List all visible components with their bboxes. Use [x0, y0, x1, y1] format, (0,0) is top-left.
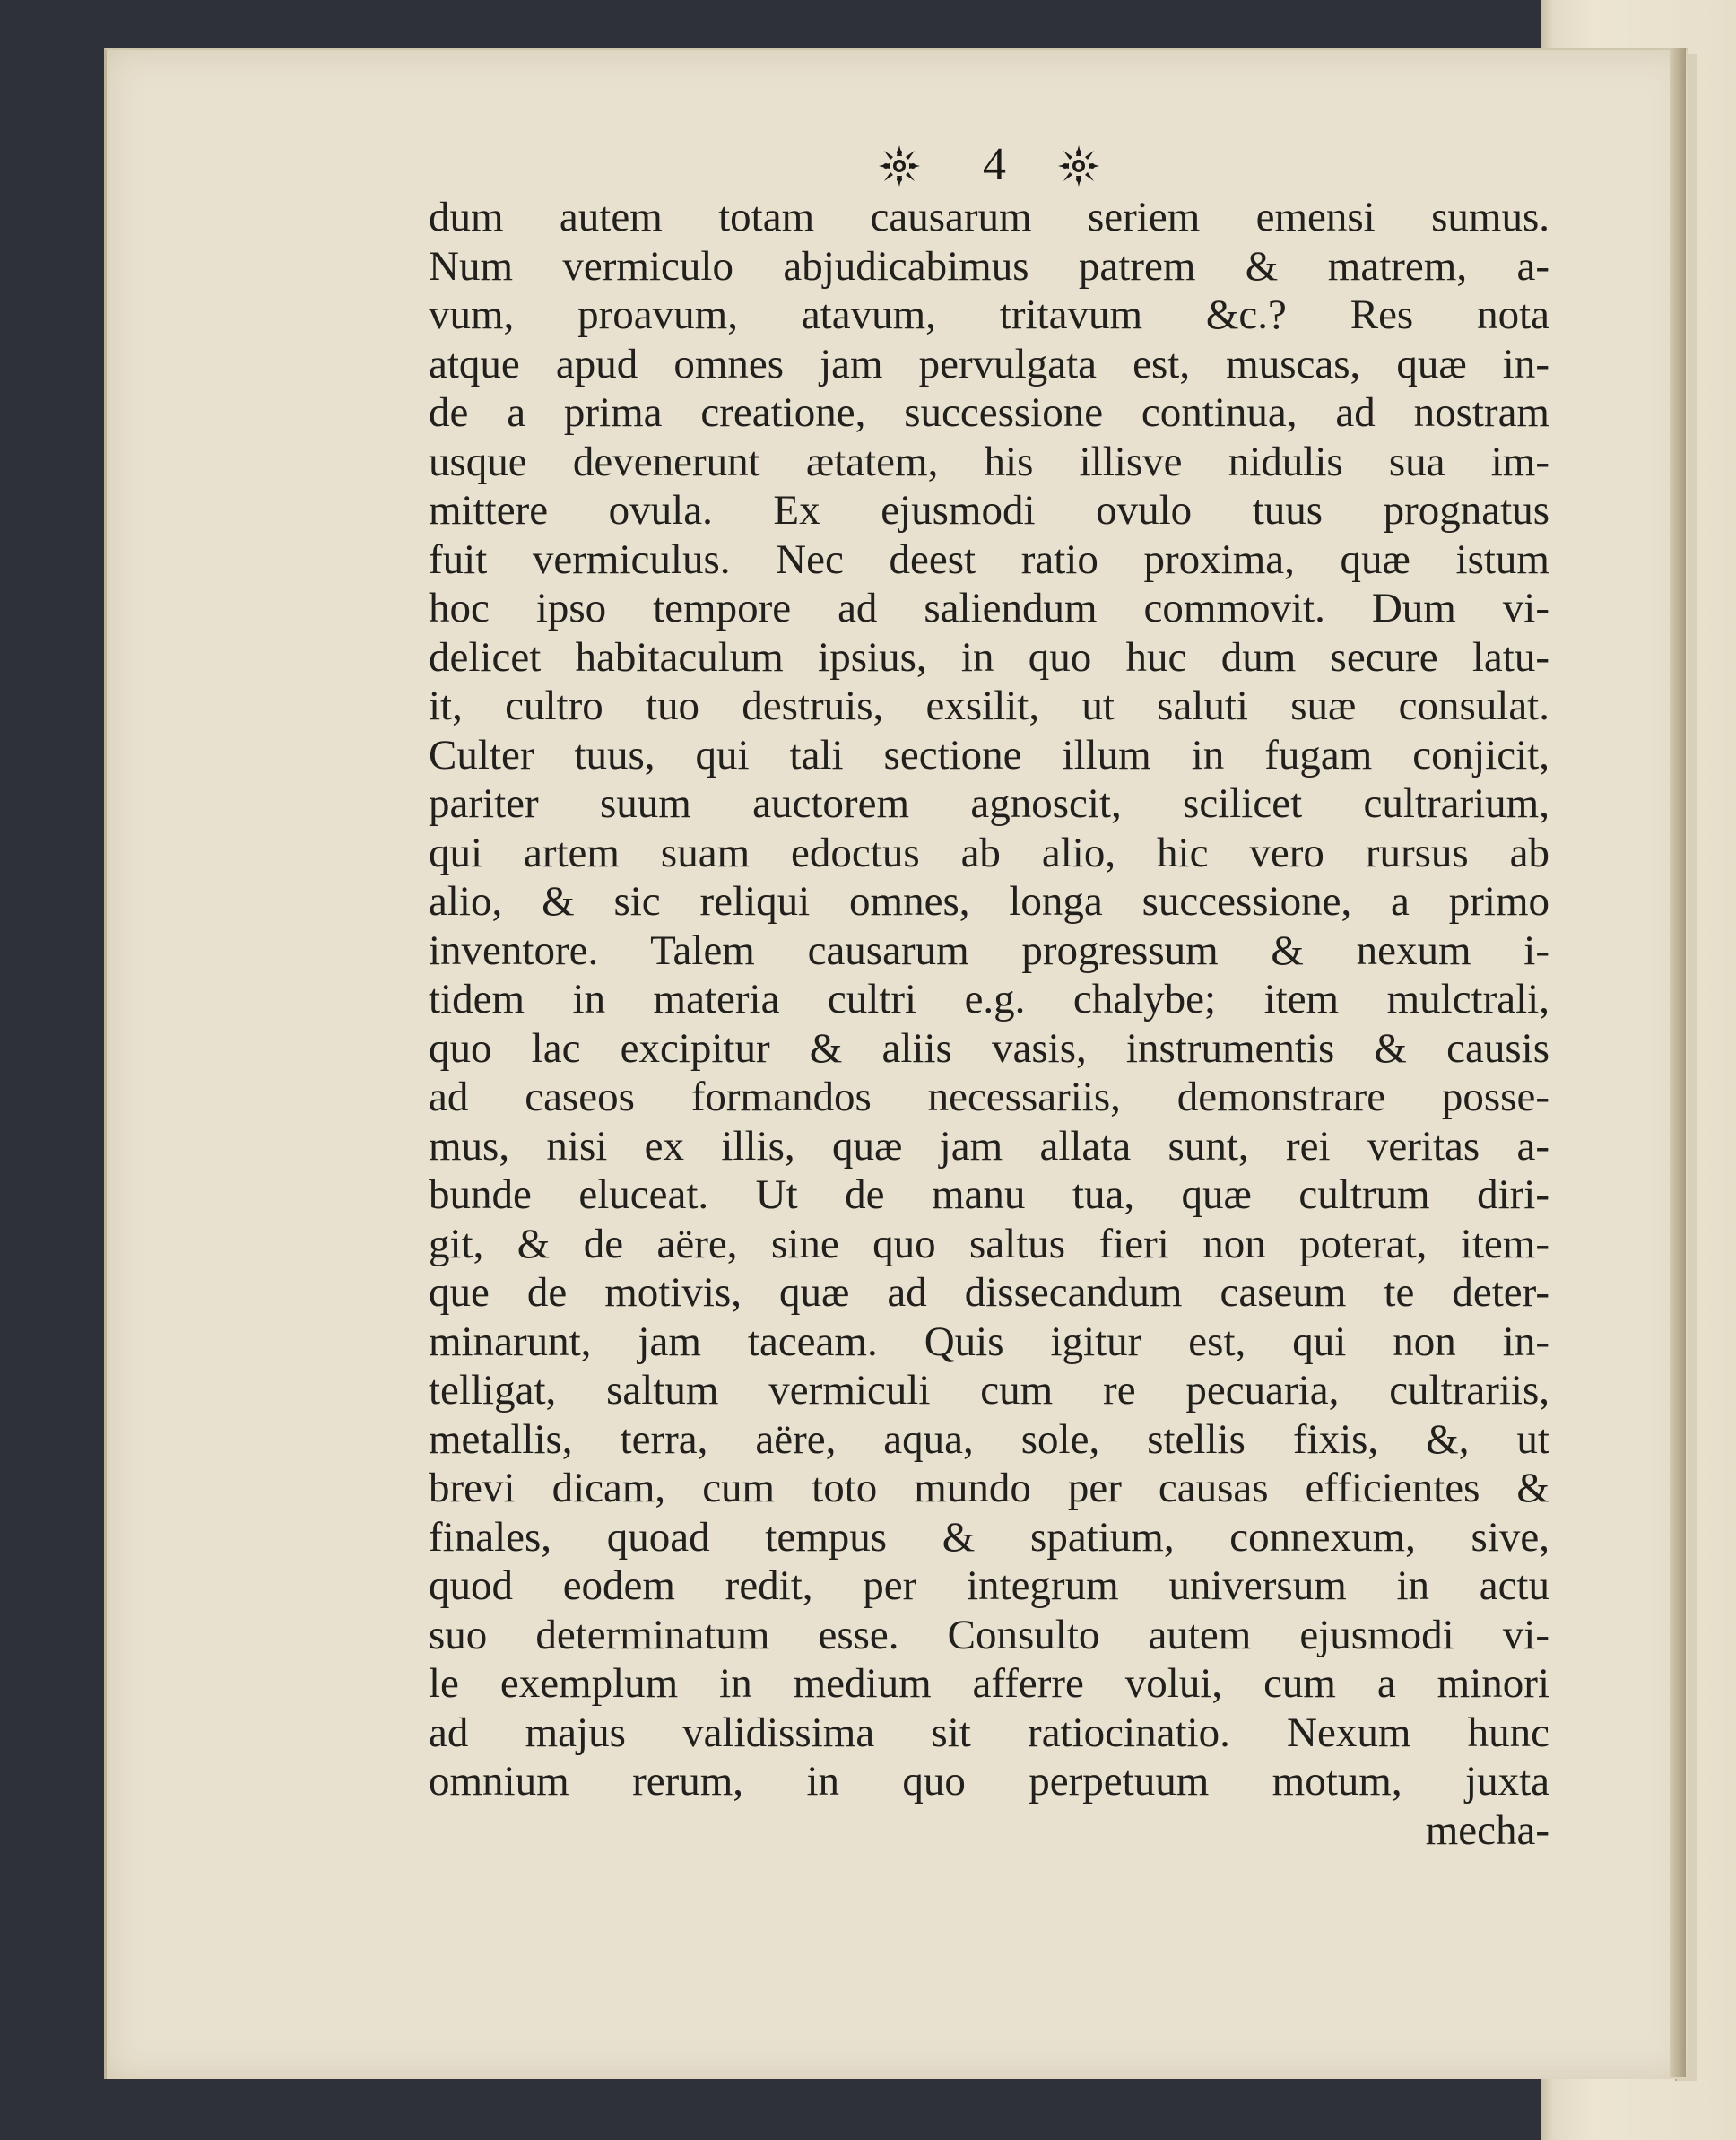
- text-line: usque devenerunt ætatem, his illisve nidulis sua im-: [429, 438, 1549, 485]
- text-line: atque apud omnes jam pervulgata est, muscas, quæ in-: [429, 340, 1549, 387]
- text-line: Num vermiculo abjudicabimus patrem & matrem, a-: [429, 242, 1549, 290]
- text-line: pariter suum auctorem agnoscit, scilicet cultrarium,: [429, 780, 1549, 827]
- text-line: telligat, saltum vermiculi cum re pecuaria, cultrariis,: [429, 1367, 1549, 1414]
- ornament-flower-icon: [877, 144, 922, 188]
- text-line: alio, & sic reliqui omnes, longa successione, a primo: [429, 878, 1549, 925]
- text-line: fuit vermiculus. Nec deest ratio proxima, quæ istum: [429, 535, 1549, 583]
- text-line: it, cultro tuo destruis, exsilit, ut saluti suæ consulat.: [429, 683, 1549, 729]
- text-line: bunde eluceat. Ut de manu tua, quæ cultrum diri-: [429, 1171, 1549, 1218]
- text-line: delicet habitaculum ipsius, in quo huc dum secure latu-: [429, 633, 1549, 681]
- text-line: quod eodem redit, per integrum universum in actu: [429, 1562, 1549, 1609]
- text-line: de a prima creatione, successione continua, ad nostram: [429, 389, 1549, 436]
- text-line: que de motivis, quæ ad dissecandum caseum te deter-: [429, 1269, 1549, 1316]
- text-line: minarunt, jam taceam. Quis igitur est, qui non in-: [429, 1318, 1549, 1365]
- page-header: [104, 135, 1686, 197]
- page-gutter: [1670, 48, 1686, 2077]
- text-line: le exemplum in medium afferre volui, cum a minori: [429, 1660, 1549, 1707]
- text-line: brevi dicam, cum toto mundo per causas efficientes &: [429, 1465, 1549, 1511]
- text-line: metallis, terra, aëre, aqua, sole, stellis fixis, &, ut: [429, 1415, 1549, 1463]
- text-line: mus, nisi ex illis, quæ jam allata sunt, rei veritas a-: [429, 1122, 1549, 1170]
- text-line: dum autem totam causarum seriem emensi sumus.: [429, 194, 1549, 240]
- text-line: tidem in materia cultri e.g. chalybe; item mulctrali,: [429, 976, 1549, 1022]
- text-line: quo lac excipitur & aliis vasis, instrumentis & causis: [429, 1024, 1549, 1072]
- text-line: qui artem suam edoctus ab alio, hic vero rursus ab: [429, 829, 1549, 876]
- text-line: git, & de aëre, sine quo saltus fieri non poterat, item-: [429, 1220, 1549, 1267]
- catchword: mecha-: [1425, 1806, 1549, 1854]
- body-text: [429, 193, 1549, 1855]
- ornament-flower-icon: [1056, 144, 1101, 188]
- text-line: Culter tuus, qui tali sectione illum in fugam conjicit,: [429, 731, 1549, 779]
- text-line: ad caseos formandos necessariis, demonstrare posse-: [429, 1074, 1549, 1120]
- text-line: suo determinatum esse. Consulto autem ejusmodi vi-: [429, 1611, 1549, 1658]
- text-line: ad majus validissima sit ratiocinatio. Nexum hunc: [429, 1709, 1549, 1756]
- text-line: mittere ovula. Ex ejusmodi ovulo tuus prognatus: [429, 487, 1549, 534]
- text-line: hoc ipso tempore ad saliendum commovit. Dum vi-: [429, 585, 1549, 631]
- page-number: 4: [983, 139, 1006, 190]
- text-line: finales, quoad tempus & spatium, connexum, sive,: [429, 1513, 1549, 1561]
- text-line: inventore. Talem causarum progressum & nexum i-: [429, 926, 1549, 974]
- text-line: omnium rerum, in quo perpetuum motum, juxta: [429, 1758, 1549, 1805]
- text-line: vum, proavum, atavum, tritavum &c.? Res nota: [429, 291, 1549, 338]
